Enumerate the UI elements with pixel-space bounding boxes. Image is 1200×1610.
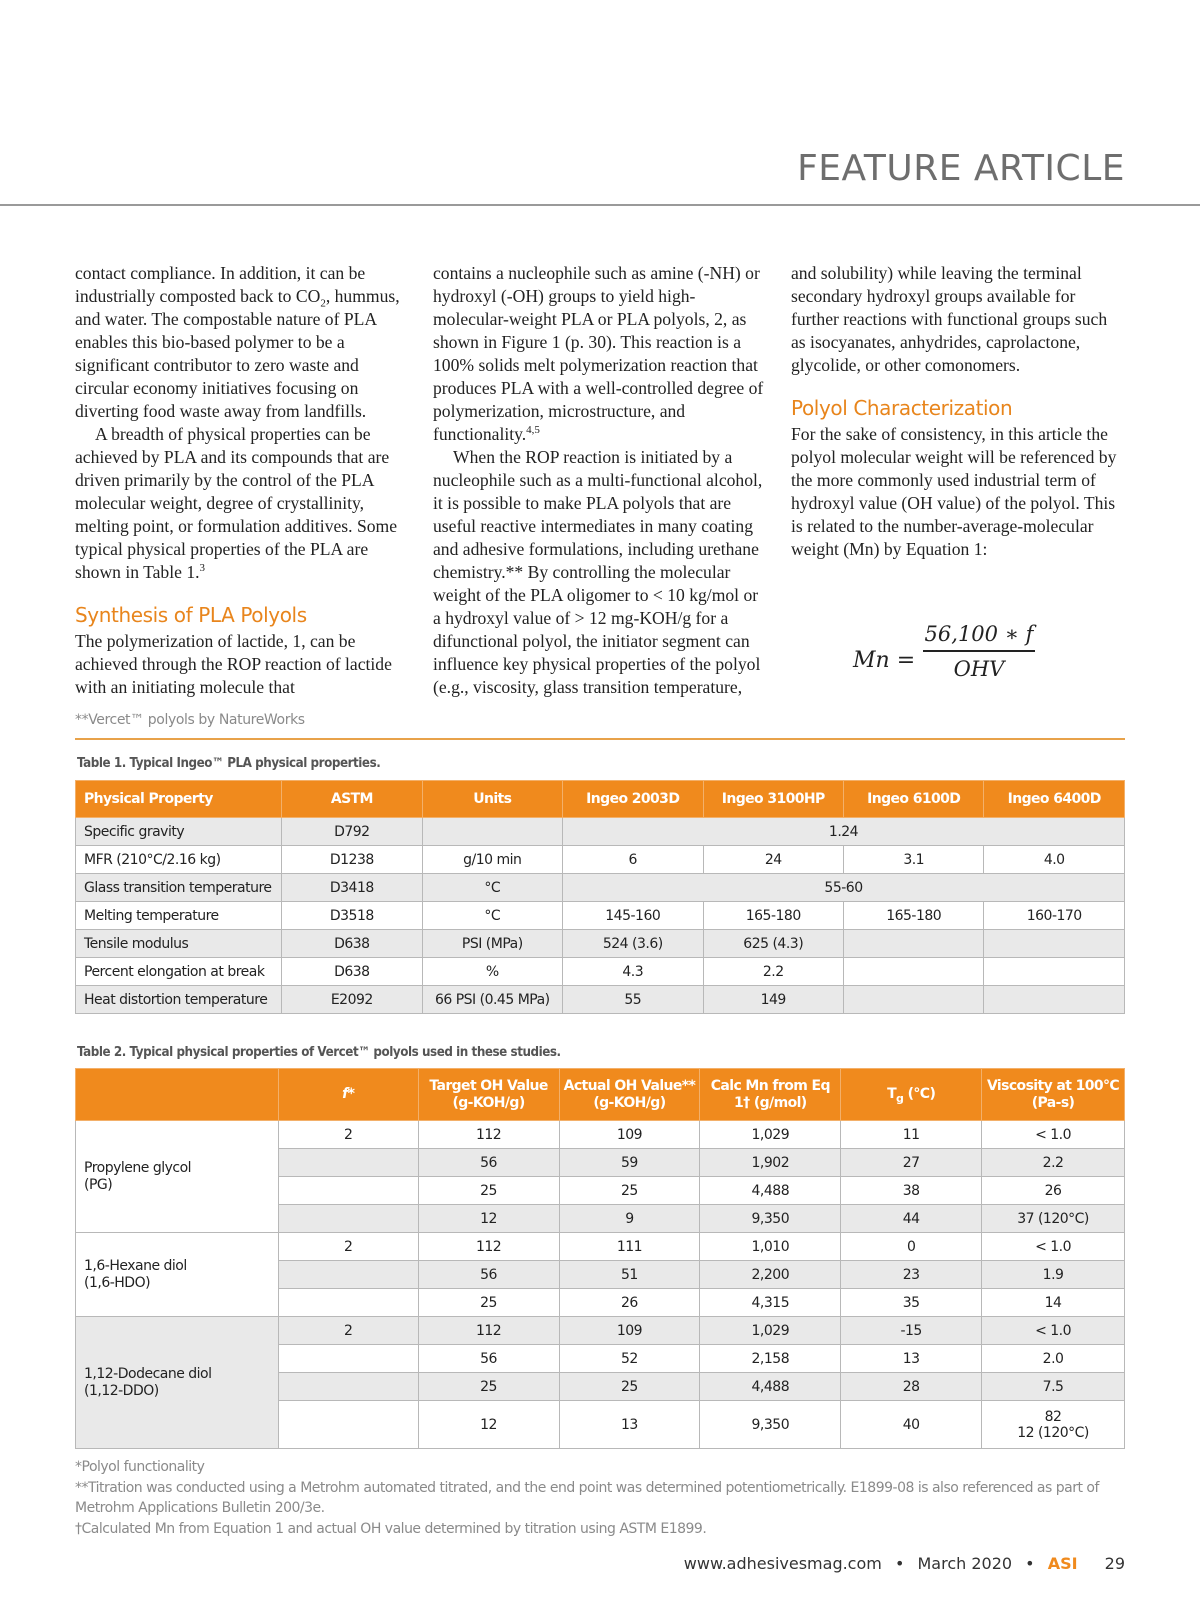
table-cell — [843, 930, 983, 958]
polyol-group-label: 1,6-Hexane diol (1,6-HDO) — [76, 1233, 279, 1317]
table-cell: 2.2 — [703, 958, 843, 986]
column-header: Actual OH Value** (g-KOH/g) — [559, 1069, 700, 1121]
table-2-vercet-polyols — [75, 1068, 1125, 1449]
table-cell: g/10 min — [422, 846, 562, 874]
polyol-group-label: Propylene glycol (PG) — [76, 1121, 279, 1233]
table-cell: 2 — [278, 1121, 418, 1149]
table-cell: 9 — [559, 1205, 700, 1233]
table-cell: Tensile modulus — [76, 930, 282, 958]
table-cell — [278, 1177, 418, 1205]
table-cell — [843, 986, 983, 1014]
article-column-3 — [791, 262, 1126, 561]
bullet-separator: • — [1025, 1554, 1035, 1573]
issue-date: March 2020 — [917, 1554, 1013, 1573]
table-cell: D792 — [282, 818, 422, 846]
table-cell: 56 — [418, 1261, 559, 1289]
table-cell: 7.5 — [982, 1373, 1125, 1401]
table-cell: 1,029 — [700, 1121, 841, 1149]
paragraph: and solubility) while leaving the terminal secondary hydroxyl groups available for further reactions with functional groups such as isocyanates, anhydrides, caprolactone, glycolide, or other comonomers. — [791, 263, 1108, 375]
column-header: Target OH Value (g-KOH/g) — [418, 1069, 559, 1121]
table-row — [76, 930, 1125, 958]
column-header: Ingeo 3100HP — [703, 781, 843, 818]
table-row — [76, 818, 1125, 846]
table-cell: 51 — [559, 1261, 700, 1289]
table-cell: 0 — [841, 1233, 982, 1261]
table-cell — [422, 818, 562, 846]
table-cell: 11 — [841, 1121, 982, 1149]
table-cell: 625 (4.3) — [703, 930, 843, 958]
table-cell: 2.0 — [982, 1345, 1125, 1373]
paragraph: contains a nucleophile such as amine (-NH) or hydroxyl (-OH) groups to yield high-molecular-weight PLA or PLA polyols, 2, as shown in Figure 1 (p. 30). This reaction is a 100% solids melt polymerization reaction that produces PLA with a well-controlled degree of polymerization, microstructure, and functionality.$^{4,5}$ — [433, 263, 764, 444]
table-cell: 56 — [418, 1149, 559, 1177]
table-cell — [278, 1401, 418, 1449]
table-cell: 55 — [563, 986, 703, 1014]
column-header: $T_g$ (°C) — [841, 1069, 982, 1121]
table-cell: 14 — [982, 1289, 1125, 1317]
table-cell: < 1.0 — [982, 1317, 1125, 1345]
table-cell: °C — [422, 902, 562, 930]
table-cell: 9,350 — [700, 1401, 841, 1449]
table-cell: 26 — [982, 1177, 1125, 1205]
equation-1 — [853, 622, 1053, 692]
paragraph: The polymerization of lactide, 1, can be achieved through the ROP reaction of lactide with an initiating molecule that — [75, 631, 392, 697]
table-cell: 28 — [841, 1373, 982, 1401]
table-1-pla-properties — [75, 780, 1125, 1014]
column-header — [278, 1069, 418, 1121]
section-heading-polyol-characterization: Polyol Characterization — [791, 396, 1013, 420]
column-header: Ingeo 6400D — [984, 781, 1125, 818]
column-header: Units — [422, 781, 562, 818]
column-header: Ingeo 6100D — [843, 781, 983, 818]
table-cell: 13 — [841, 1345, 982, 1373]
table-cell: % — [422, 958, 562, 986]
table-cell: 2 — [278, 1317, 418, 1345]
equation-lhs: Mn = — [853, 648, 916, 673]
table-cell: 2,200 — [700, 1261, 841, 1289]
table-cell — [843, 958, 983, 986]
table-cell: Heat distortion temperature — [76, 986, 282, 1014]
table-cell: 55-60 — [563, 874, 1125, 902]
table-cell: < 1.0 — [982, 1121, 1125, 1149]
section-divider — [75, 738, 1125, 740]
table-cell: 145-160 — [563, 902, 703, 930]
table-cell: MFR (210°C/2.16 kg) — [76, 846, 282, 874]
table-cell: D638 — [282, 930, 422, 958]
table-cell: -15 — [841, 1317, 982, 1345]
table-cell: 25 — [559, 1177, 700, 1205]
table-cell: 6 — [563, 846, 703, 874]
table-row — [76, 902, 1125, 930]
table-cell: 2 — [278, 1233, 418, 1261]
column-header: Ingeo 2003D — [563, 781, 703, 818]
table-cell: Melting temperature — [76, 902, 282, 930]
table-cell: Percent elongation at break — [76, 958, 282, 986]
table-cell: E2092 — [282, 986, 422, 1014]
footnote: †Calculated Mn from Equation 1 and actual OH value determined by titration using ASTM E1899. — [75, 1520, 707, 1537]
table-cell: 26 — [559, 1289, 700, 1317]
table-row — [76, 846, 1125, 874]
table-cell: 112 — [418, 1233, 559, 1261]
table-header-row — [76, 1069, 1125, 1121]
table-cell: 23 — [841, 1261, 982, 1289]
table-cell: 160-170 — [984, 902, 1125, 930]
page-section-title: FEATURE ARTICLE — [797, 148, 1125, 189]
table-cell: D3418 — [282, 874, 422, 902]
table-cell: 3.1 — [843, 846, 983, 874]
table-cell: 112 — [418, 1121, 559, 1149]
section-heading-synthesis: Synthesis of PLA Polyols — [75, 603, 307, 627]
table-cell: 24 — [703, 846, 843, 874]
table-row — [76, 1121, 1125, 1149]
table-row — [76, 874, 1125, 902]
polyol-group-label: 1,12-Dodecane diol (1,12-DDO) — [76, 1317, 279, 1449]
table-cell: 27 — [841, 1149, 982, 1177]
table-cell: 40 — [841, 1401, 982, 1449]
table-row — [76, 1317, 1125, 1345]
table-cell: 112 — [418, 1317, 559, 1345]
equation-denominator: OHV — [953, 656, 1005, 681]
table-row — [76, 1233, 1125, 1261]
table-cell: 82 12 (120°C) — [982, 1401, 1125, 1449]
footnote: **Titration was conducted using a Metrohm automated titrated, and the end point was determined potentiometrically. E1899-08 is also referenced as part of Metrohm Applications Bulletin 200/3e. — [75, 1479, 1099, 1516]
table-cell: 38 — [841, 1177, 982, 1205]
functionality-header: f* — [342, 1086, 355, 1102]
fraction-bar — [923, 650, 1035, 652]
table-cell: 25 — [418, 1373, 559, 1401]
table-cell: 44 — [841, 1205, 982, 1233]
table-cell: 9,350 — [700, 1205, 841, 1233]
table-cell: 25 — [418, 1289, 559, 1317]
table-cell: 1,010 — [700, 1233, 841, 1261]
table-cell — [278, 1149, 418, 1177]
table-cell: 59 — [559, 1149, 700, 1177]
table-cell — [984, 958, 1125, 986]
table-cell: 2.2 — [982, 1149, 1125, 1177]
column-header: Viscosity at 100°C (Pa-s) — [982, 1069, 1125, 1121]
table-cell: D3518 — [282, 902, 422, 930]
table-cell: D638 — [282, 958, 422, 986]
table-footnotes — [75, 1457, 1125, 1539]
table-1-caption: Table 1. Typical Ingeo™ PLA physical properties. — [77, 756, 381, 771]
bullet-separator: • — [894, 1554, 905, 1573]
table-cell: 165-180 — [703, 902, 843, 930]
website-link[interactable]: www.adhesivesmag.com — [683, 1554, 882, 1573]
paragraph: When the ROP reaction is initiated by a nucleophile such as a multi-functional alcohol, it is possible to make PLA polyols that are useful reactive intermediates in many coating and adhesive formulations, including urethane chemistry.** By controlling the molecular weight of the PLA oligomer to < 10 kg/mol or a hydroxyl value of > 12 mg-KOH/g for a difunctional polyol, the initiator segment can influence key physical properties of the polyol (e.g., viscosity, glass transition temperature, — [433, 447, 763, 697]
table-cell: 37 (120°C) — [982, 1205, 1125, 1233]
equation-numerator: 56,100 ∗ f — [924, 622, 1034, 646]
page-number: 29 — [1104, 1554, 1125, 1573]
table-cell: 52 — [559, 1345, 700, 1373]
table-cell: < 1.0 — [982, 1233, 1125, 1261]
table-cell: 4,488 — [700, 1177, 841, 1205]
table-cell: Specific gravity — [76, 818, 282, 846]
table-cell — [984, 930, 1125, 958]
table-cell: 56 — [418, 1345, 559, 1373]
table-cell: 66 PSI (0.45 MPa) — [422, 986, 562, 1014]
table-cell: 2,158 — [700, 1345, 841, 1373]
table-cell: 13 — [559, 1401, 700, 1449]
table-cell: 1,902 — [700, 1149, 841, 1177]
paragraph: contact compliance. In addition, it can be industrially composted back to $CO_2$, hummus, and water. The compostable nature of PLA enables this bio-based polymer to be a significant contributor to zero waste and circular economy initiatives focusing on diverting food waste away from landfills. — [75, 263, 400, 421]
table-cell: 1.24 — [563, 818, 1125, 846]
table-cell: 1.9 — [982, 1261, 1125, 1289]
paragraph: For the sake of consistency, in this article the polyol molecular weight will be referenced by the more commonly used industrial term of hydroxyl value (OH value) of the polyol. This is related to the number-average-molecular weight (Mn) by Equation 1: — [791, 424, 1117, 559]
column-header: Physical Property — [76, 781, 282, 818]
table-cell: °C — [422, 874, 562, 902]
article-column-2 — [433, 262, 768, 699]
table-cell: PSI (MPa) — [422, 930, 562, 958]
paragraph: A breadth of physical properties can be achieved by PLA and its compounds that are driven primarily by the control of the PLA molecular weight, degree of crystallinity, melting point, or formulation additives. Some typical physical properties of the PLA are shown in Table 1.$^3$ — [75, 424, 398, 582]
table-cell: 4.3 — [563, 958, 703, 986]
table-cell: 524 (3.6) — [563, 930, 703, 958]
table-cell: 4,315 — [700, 1289, 841, 1317]
table-cell: 109 — [559, 1317, 700, 1345]
article-column-1 — [75, 262, 410, 699]
table-cell: 111 — [559, 1233, 700, 1261]
table-cell: 25 — [559, 1373, 700, 1401]
table-cell: 165-180 — [843, 902, 983, 930]
table-cell: 149 — [703, 986, 843, 1014]
column-header: Calc Mn from Eq 1† (g/mol) — [700, 1069, 841, 1121]
table-cell: 4.0 — [984, 846, 1125, 874]
column-header: ASTM — [282, 781, 422, 818]
table-cell: D1238 — [282, 846, 422, 874]
table-cell — [278, 1289, 418, 1317]
table-cell: 12 — [418, 1401, 559, 1449]
table-cell: 1,029 — [700, 1317, 841, 1345]
table-row — [76, 986, 1125, 1014]
column-header — [76, 1069, 279, 1121]
table-header-row — [76, 781, 1125, 818]
table-cell — [984, 986, 1125, 1014]
table-cell — [278, 1261, 418, 1289]
equation-fraction — [923, 622, 1035, 681]
table-cell: 35 — [841, 1289, 982, 1317]
table-cell: Glass transition temperature — [76, 874, 282, 902]
table-cell: 25 — [418, 1177, 559, 1205]
brand-logo: ASI — [1047, 1554, 1078, 1573]
table-cell — [278, 1205, 418, 1233]
page-footer — [684, 1554, 1125, 1573]
table-cell — [278, 1345, 418, 1373]
footnote: *Polyol functionality — [75, 1459, 205, 1475]
vercet-footnote: **Vercet™ polyols by NatureWorks — [75, 712, 305, 728]
table-row — [76, 958, 1125, 986]
table-2-caption: Table 2. Typical physical properties of Vercet™ polyols used in these studies. — [77, 1045, 561, 1060]
table-cell: 12 — [418, 1205, 559, 1233]
table-cell — [278, 1373, 418, 1401]
header-divider — [0, 204, 1200, 206]
table-cell: 4,488 — [700, 1373, 841, 1401]
table-cell: 109 — [559, 1121, 700, 1149]
